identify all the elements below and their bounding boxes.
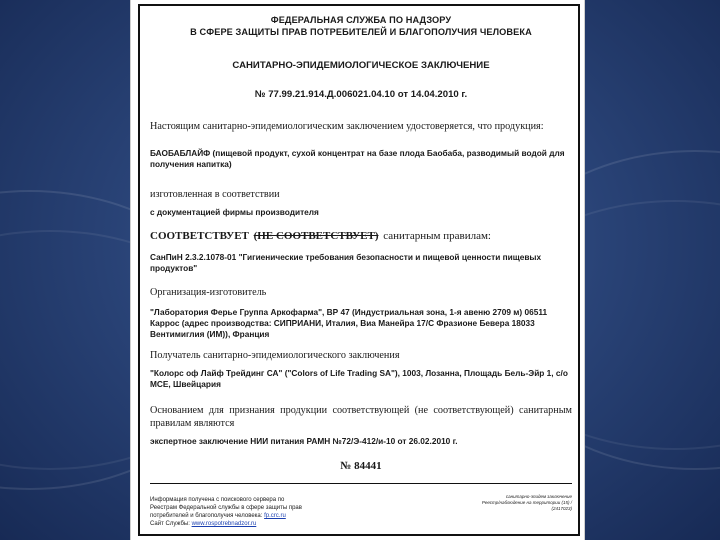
certificate-content — [150, 14, 572, 527]
footer-stamp — [462, 494, 572, 512]
footer-info-line3-text: потребителей и благополучия человека: — [150, 513, 263, 519]
conformity-struck: (НЕ СООТВЕТСТВУЕТ) — [253, 230, 379, 242]
footer-stamp-line2: Реестр/наблюдение на территории (15) / — [481, 500, 572, 505]
sanpin-reference: СанПиН 2.3.2.1078-01 "Гигиенические требования безопасности и пищевой ценности пищевых продуктов" — [150, 252, 542, 273]
footer-info-line3 — [150, 512, 355, 520]
footer-site-label: Сайт Службы: — [150, 521, 190, 527]
basis-value: экспертное заключение НИИ питания РАМН №72/Э-412/и-10 от 26.02.2010 г. — [150, 436, 458, 446]
agency-title-line1: ФЕДЕРАЛЬНАЯ СЛУЖБА ПО НАДЗОРУ — [270, 15, 452, 25]
manufacturer-value: "Лаборатория Ферье Группа Аркофарма", ВР 47 (Индустриальная зона, 1-я авеню 2709 м) 06511 Каррос (адрес производства: СИПРИАНИ, Италия, Виа Манейра 17/С Фразионе Бевера 18033 Вентимиглия (ИМ)), Франция — [150, 307, 548, 339]
basis-label: Основанием для признания продукции соответствующей (не соответствующей) санитарным правилам являются — [150, 405, 572, 429]
footer-info-line1: Информация получена с поискового сервера по — [150, 497, 285, 503]
register-number: № 84441 — [340, 460, 382, 472]
divider-line — [150, 483, 572, 484]
document-type-title: САНИТАРНО-ЭПИДЕМИОЛОГИЧЕСКОЕ ЗАКЛЮЧЕНИЕ — [232, 60, 490, 71]
recipient-label: Получатель санитарно-эпидемиологического заключения — [150, 350, 400, 361]
site-link[interactable]: www.rospotrebnadzor.ru — [191, 521, 257, 527]
footer-stamp-line1: санитарно-эпидем заключение — [505, 494, 572, 499]
agency-title-line2: В СФЕРЕ ЗАЩИТЫ ПРАВ ПОТРЕБИТЕЛЕЙ И БЛАГОПОЛУЧИЯ ЧЕЛОВЕКА — [190, 27, 532, 37]
manufactured-label: изготовленная в соответствии — [150, 189, 280, 200]
conformity-tail: санитарным правилам: — [383, 230, 491, 242]
document-number: № 77.99.21.914.Д.006021.04.10 от 14.04.2010 г. — [254, 89, 468, 100]
footer-stamp-line3: (2417023) — [551, 506, 572, 511]
footer-info — [150, 496, 355, 528]
recipient-value: "Колорс оф Лайф Трейдинг СА" ("Colors of Life Trading SA"), 1003, Лозанна, Площадь Бель-Эйр 1, c/o MCE, Швейцария — [150, 368, 568, 389]
footer-site-line — [150, 520, 355, 528]
manufactured-value: с документацией фирмы производителя — [150, 207, 319, 217]
conformity-statement — [150, 230, 572, 243]
footer-info-line2: Реестрам Федеральной службы в сфере защиты прав — [150, 505, 302, 511]
product-name: БАОБАБЛАЙФ (пищевой продукт, сухой концентрат на базе плода Баобаба, разводимый водой для получения напитка) — [150, 148, 565, 169]
manufacturer-label: Организация-изготовитель — [150, 287, 267, 298]
conformity-word: СООТВЕТСТВУЕТ — [150, 230, 249, 242]
intro-text: Настоящим санитарно-эпидемиологическим заключением удостоверяется, что продукция: — [150, 121, 544, 132]
registry-link[interactable]: fp.crc.ru — [264, 513, 286, 519]
